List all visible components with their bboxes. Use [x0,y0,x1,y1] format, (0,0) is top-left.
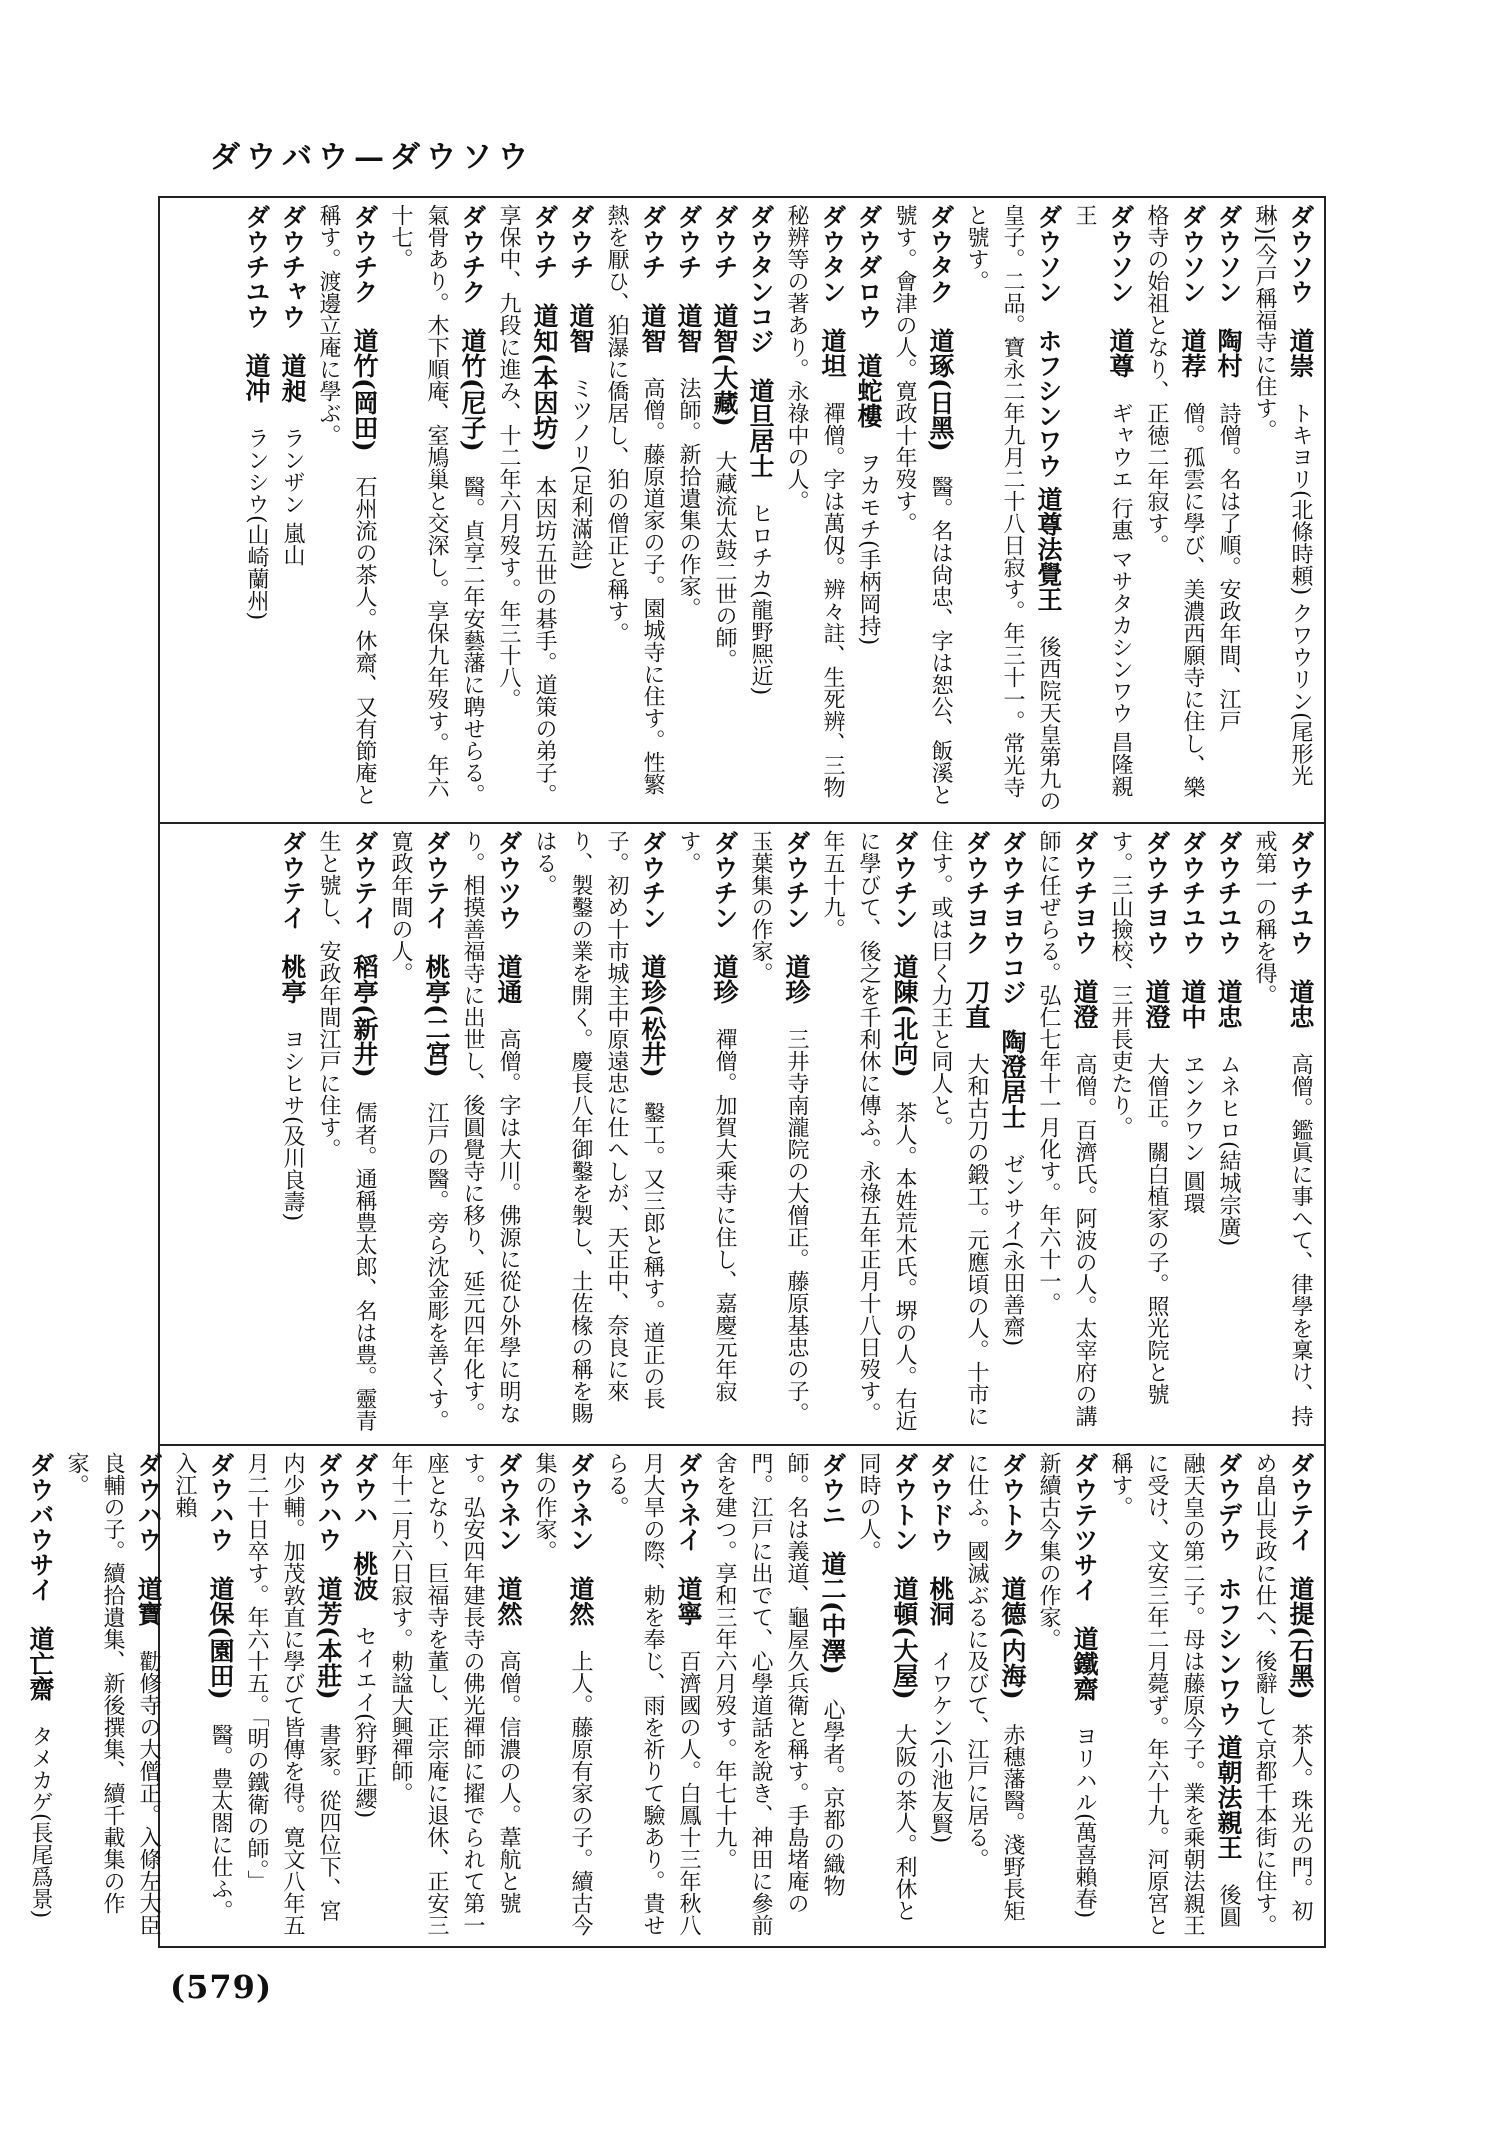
entry-headword: 道芳(本莊) [314,1576,343,1700]
dictionary-entry [958,1452,1030,1940]
dictionary-entry [1210,204,1246,814]
entry-reading: ダウテツサイ [1070,1452,1099,1602]
entry-headword: 道知(本因坊) [530,303,559,452]
dictionary-entry [1030,830,1102,1436]
entry-description: ヒロチカ(龍野熈近) [748,502,773,696]
entry-headword: 道陳(北向) [890,954,919,1078]
entry-headword: 稻亭(新井) [350,954,379,1078]
upper-tier [166,204,1318,814]
lower-tier-body [26,1452,1318,1940]
dictionary-entry [1210,830,1246,1436]
dictionary-entry [670,204,706,814]
entry-description: 三井寺南瀧院の大僧正。藤原基忠の子。玉葉集の作家。 [748,830,809,1424]
entry-reading: ダウトク [998,1452,1027,1552]
upper-tier-body [166,204,1318,814]
entry-description: 醫。名は尙忠、字は恕公、飯溪と號す。會津の人。寛政十年歿す。 [892,204,953,806]
dictionary-entry [274,204,310,814]
entry-reading: ダウテイ [1286,1452,1315,1552]
entry-reading: ダウチヨク [962,830,991,955]
entry-reading: ダウソウ [1286,204,1315,304]
entry-headword: 道頓(大屋) [890,1576,919,1700]
dictionary-entry [166,1452,238,1940]
entry-description: ムネヒロ(結城宗廣) [1216,1053,1241,1247]
dictionary-entry [922,830,994,1436]
dictionary-entry [238,1452,346,1940]
entry-reading: ダウテイ [350,830,379,930]
dictionary-entry [274,830,310,1436]
dictionary-entry [562,204,598,814]
dictionary-entry [490,204,562,814]
entry-description: ランザン 嵐山 [280,427,305,566]
entry-headword: 道坦 [818,328,847,378]
entry-headword: 道智(大藏) [710,303,739,427]
entry-headword: 道澄 [1070,979,1099,1029]
entry-headword: 道智 [566,303,595,353]
dictionary-entry [22,1452,58,1940]
dictionary-entry [1066,204,1138,814]
dictionary-entry [706,1452,850,1940]
entry-reading: ダウチン [710,830,739,930]
dictionary-entry [310,830,382,1436]
entry-reading: ダウネン [566,1452,595,1552]
entry-description: 百濟國の人。白鳳十三年秋八月大旱の際、勅を奉じ、雨を祈りて驗あり。貴せらる。 [604,1452,701,1936]
entry-reading: ダウチク [458,204,487,304]
entry-reading: ダウタン [818,204,847,304]
entry-headword: 桃亭 [278,954,307,1004]
entry-description: 詩僧。名は了順。安政年間、江戸 [1216,402,1241,732]
entry-description: 茶人。本姓荒木氏。堺の人。右近に學びて、後之を千利休に傳ふ。永祿五年正月十八日歿す。年五十九。 [820,830,917,1432]
dictionary-entry [382,830,454,1436]
entry-headword: 道德(内海) [998,1576,1027,1700]
entry-headword: 道尊 [1106,328,1135,378]
entry-description: 後圓融天皇の第二子。母は藤原今子。業を乘朝法親王に受け、文安三年二月薨ず。年六十九。河原宮と稱す。 [1108,1452,1241,1936]
entry-description: ギャウエ 行惠 マサタカシンワウ 昌隆親王 [1072,204,1133,797]
entry-description: タメカゲ(長尾爲景) [28,1725,53,1919]
entry-headword: 道忠 [1286,979,1315,1029]
middle-tier [166,830,1318,1436]
entry-description: 石州流の茶人。休齋、又有節庵と稱す。渡邊立庵に學ぶ。 [316,204,377,806]
entry-headword: 道珍 [710,954,739,1004]
entry-reading: ダウチユウ [1178,830,1207,955]
entry-reading: ダウネイ [674,1452,703,1552]
entry-description: 後西院天皇第九の皇子。二品。寶永二年九月二十八日寂す。年三十一。常光寺と號す。 [964,204,1061,812]
entry-reading: ダウハウ [314,1452,343,1552]
entry-headword: 道智 [674,303,703,353]
entry-description: ヨリハル(萬喜賴春) 新續古今集の作家。 [1036,1452,1097,1919]
entry-headword: 桃洞 [926,1576,955,1626]
dictionary-entry [382,1452,526,1940]
entry-reading: ダウチン [890,830,919,930]
entry-description: 高僧。百濟氏。阿波の人。太宰府の講師に任ぜらる。弘仁七年十一月化す。年六十一。 [1036,830,1097,1427]
entry-headword: 道通 [494,954,523,1004]
entry-description: 大阪の茶人。利休と同時の人。 [856,1452,917,1922]
entry-reading: ダウドウ [926,1452,955,1552]
entry-headword: 道然 [566,1576,595,1626]
entry-headword: 道亡齋 [26,1626,55,1701]
entry-reading: ダウソン [1178,204,1207,304]
entry-reading: ダウダロウ [854,204,883,329]
entry-description: イワケン(小池友賢) [928,1650,953,1844]
entry-reading: ダウチ [710,204,739,279]
dictionary-entry [382,204,490,814]
dictionary-entry [706,204,742,814]
entry-description: ゼンサイ(永田善齋) [1000,1153,1025,1347]
entry-reading: ダウチ [566,204,595,279]
dictionary-entry [1138,204,1210,814]
entry-description: 書家。從四位下、宮内少輔。加茂敦直に學びて皆傳を得。寛文八年五月二十日卒す。年六十五。「明の鐵衛の師。」 [244,1452,341,1936]
entry-reading: ダウチヨウコジ [998,830,1027,1005]
dictionary-entry [310,204,382,814]
dictionary-entry [1030,1452,1102,1940]
dictionary-entry [346,1452,382,1940]
entry-headword: 道蛇樓 [854,353,883,428]
entry-headword: 道中 [1178,979,1207,1029]
entry-description: トキヨリ(北條時頼) クワウリン(尾形光琳)[今戸稱福寺に住す。 [1252,204,1313,787]
entry-description: ヲカモチ(手柄岡持) [856,452,881,646]
entry-reading: ダウデウ [1214,1452,1243,1552]
entry-description: 高僧。信濃の人。葦航と號す。弘安四年建長寺の佛光禪師に擢でられて第一座となり、巨福寺を董し、正宗庵に退休、正安三年十二月六日寂す。勅諡大興禪師。 [388,1452,521,1936]
entry-description: ミツノリ(足利滿詮) [568,377,593,571]
entry-headword: 道珍 [782,954,811,1004]
entry-headword: 道寧 [674,1576,703,1626]
entry-description: 法師。新拾遺集の作家。 [676,377,701,619]
entry-description: ランシウ(山崎蘭州) [244,427,269,621]
entry-description: 茶人。珠光の門。初め畠山長政に仕へ、後辭して京都千本街に住す。 [1252,1452,1313,1936]
entry-description: ヱンクワン 圓環 [1180,1053,1205,1214]
entry-reading: ダウチ [674,204,703,279]
entry-reading: ダウソン [1034,204,1063,304]
entry-headword: 道然 [494,1576,523,1626]
entry-headword: ホフシンワウ 道朝法親王 [1214,1576,1243,1860]
entry-headword: 桃亭(二宮) [422,954,451,1078]
entry-description: 勸修寺の大僧正。入條左大臣良輔の子。續拾遺集、新後撰集、續千載集の作家。 [64,1452,161,1936]
lower-tier [26,1452,1318,1940]
entry-headword: 道二(中澤) [818,1551,847,1675]
entry-reading: ダウチユウ [1286,830,1315,955]
entry-description: 禪僧。字は萬仭。辨々註、生死辨、三物秘辨等の著あり。永祿中の人。 [784,204,845,798]
dictionary-entry [1246,204,1318,814]
page-number: (579) [170,1968,273,2006]
entry-headword: 道鐵齋 [1070,1626,1099,1701]
entry-reading: ダウテイ [422,830,451,930]
entry-reading: ダウチヨウ [1070,830,1099,955]
tier-divider-2 [158,1444,1326,1446]
entry-reading: ダウハウ [206,1452,235,1552]
entry-headword: 道琢(日黑) [926,328,955,452]
entry-reading: ダウツウ [494,830,523,930]
entry-description: 鑿工。又三郎と稱す。道正の長子。初め十市城主中原遠忠に仕へしが、天正中、奈良に來り、製鑿の業を開く。慶長八年御鑿を製し、土佐椽の稱を賜はる。 [532,830,665,1424]
entry-headword: 桃波 [350,1551,379,1601]
dictionary-entry [742,830,814,1436]
entry-description: 高僧。鑑眞に事へて、律學を稟け、持戒第一の稱を得。 [1252,830,1313,1427]
entry-reading: ダウハ [350,1452,379,1527]
entry-headword: 道珍(松井) [638,954,667,1078]
entry-reading: ダウチ [530,204,559,279]
entry-description: 赤穗藩醫。淺野長矩に仕ふ。國滅ぶるに及びて、江戸に居る。 [964,1452,1025,1922]
entry-description: 江戸の醫。旁ら沈金彫を善くす。寛政年間の人。 [388,830,449,1432]
entry-description: 儒者。通稱豊太郎、名は豊。靈青生と號し、安政年間江戸に住す。 [316,830,377,1432]
dictionary-entry [526,1452,598,1940]
entry-headword: 道旦居士 [746,378,775,478]
entry-reading: ダウネン [494,1452,523,1552]
dictionary-entry [238,204,274,814]
dictionary-entry [994,830,1030,1436]
entry-headword: 道提(石黑) [1286,1576,1315,1700]
entry-headword: 道寶 [134,1576,163,1626]
entry-reading: ダウチン [782,830,811,930]
entry-headword: 道竹(岡田) [350,328,379,452]
middle-tier-body [166,830,1318,1436]
dictionary-entry [1102,830,1174,1436]
entry-headword: 陶澄居士 [998,1029,1027,1129]
running-head: ダウバウ—ダウソウ [210,140,534,175]
entry-reading: ダウチユウ [242,204,271,329]
entry-reading: ダウソン [1214,204,1243,304]
entry-headword: 刀直 [962,979,991,1029]
tier-divider-1 [158,822,1326,824]
dictionary-entry [778,204,850,814]
entry-reading: ダウチヨウ [1142,830,1171,955]
dictionary-entry [742,204,778,814]
dictionary-entry [454,830,526,1436]
entry-reading: ダウチユウ [1214,830,1243,955]
entry-description: 心學者。京都の織物師。名は義道、龜屋久兵衛と稱す。手島堵庵の門。江戸に出でて、心學道話を說き、神田に參前舍を建つ。享和三年六月歿す。年七十九。 [712,1452,845,1936]
entry-reading: ダウトン [890,1452,919,1552]
dictionary-entry [1246,830,1318,1436]
entry-headword: 道冲 [242,353,271,403]
entry-description: 本因坊五世の碁手。道策の弟子。享保中、九段に進み、十二年六月歿す。年三十八。 [496,204,557,806]
entry-reading: ダウソン [1106,204,1135,304]
dictionary-entry [1246,1452,1318,1940]
entry-headword: 道忠 [1214,979,1243,1029]
entry-reading: ダウニ [818,1452,847,1527]
entry-reading: ダウバウサイ [26,1452,55,1602]
entry-description: 大和古刀の鍛工。元應頃の人。十市に住す。或は曰く力王と同人と。 [928,830,989,1427]
entry-description: セイエイ(狩野正纓) [352,1625,377,1819]
entry-headword: 道竹(尼子) [458,328,487,452]
entry-description: 醫。貞享二年安藝藩に聘せらる。氣骨あり。木下順庵、室鳩巢と交深し。享保九年歿す。年六十七。 [388,204,485,806]
entry-description: 高僧。字は大川。佛源に從ひ外學に明なり。相摸善福寺に出世し、後圓覺寺に移り、延元四年化す。 [460,830,521,1424]
entry-headword: 道保(園田) [206,1576,235,1700]
entry-reading: ダウチ [638,204,667,279]
entry-description: 高僧。藤原道家の子。園城寺に住す。性繁熱を厭ひ、狛瀑に僑居し、狛の僧正と稱す。 [604,204,665,795]
dictionary-entry [958,204,1066,814]
entry-headword: 道澄 [1142,979,1171,1029]
entry-headword: 陶村 [1214,328,1243,378]
dictionary-entry [922,1452,958,1940]
entry-description: 上人。藤原有家の子。續古今集の作家。 [532,1452,593,1936]
entry-description: 醫。豊太閤に仕ふ。入江賴 [172,1452,233,1922]
entry-headword: ホフシンワウ 道尊法覺王 [1034,328,1063,612]
entry-description: ヨシヒサ(及川良壽) [280,1028,305,1222]
dictionary-entry [814,830,922,1436]
dictionary-entry [58,1452,166,1940]
entry-reading: ダウタンコジ [746,204,775,354]
dictionary-entry [526,830,670,1436]
dictionary-entry [886,204,958,814]
dictionary-entry [670,830,742,1436]
dictionary-entry [850,204,886,814]
entry-description: 大僧正。關白植家の子。照光院と號す。三山撿校、三井長吏たり。 [1108,830,1169,1405]
dictionary-entry [850,1452,922,1940]
entry-reading: ダウハウ [134,1452,163,1552]
entry-headword: 道昶 [278,353,307,403]
entry-description: 大藏流太鼓二世の師。 [712,450,737,671]
entry-reading: ダウチン [638,830,667,930]
dictionary-entry [1102,1452,1246,1940]
entry-reading: ダウチク [350,204,379,304]
dictionary-entry [598,1452,706,1940]
entry-reading: ダウチャウ [278,204,307,329]
entry-reading: ダウテイ [278,830,307,930]
entry-headword: 道崇 [1286,328,1315,378]
dictionary-entry [1174,830,1210,1436]
entry-reading: ダウタク [926,204,955,304]
entry-description: 僧。孤雲に學び、美濃西願寺に住し、樂格寺の始祖となり、正徳二年寂す。 [1144,204,1205,798]
dictionary-entry [598,204,670,814]
entry-description: 禪僧。加賀大乘寺に住し、嘉慶元年寂す。 [676,830,737,1402]
entry-headword: 道智 [638,303,667,353]
entry-headword: 道荐 [1178,328,1207,378]
